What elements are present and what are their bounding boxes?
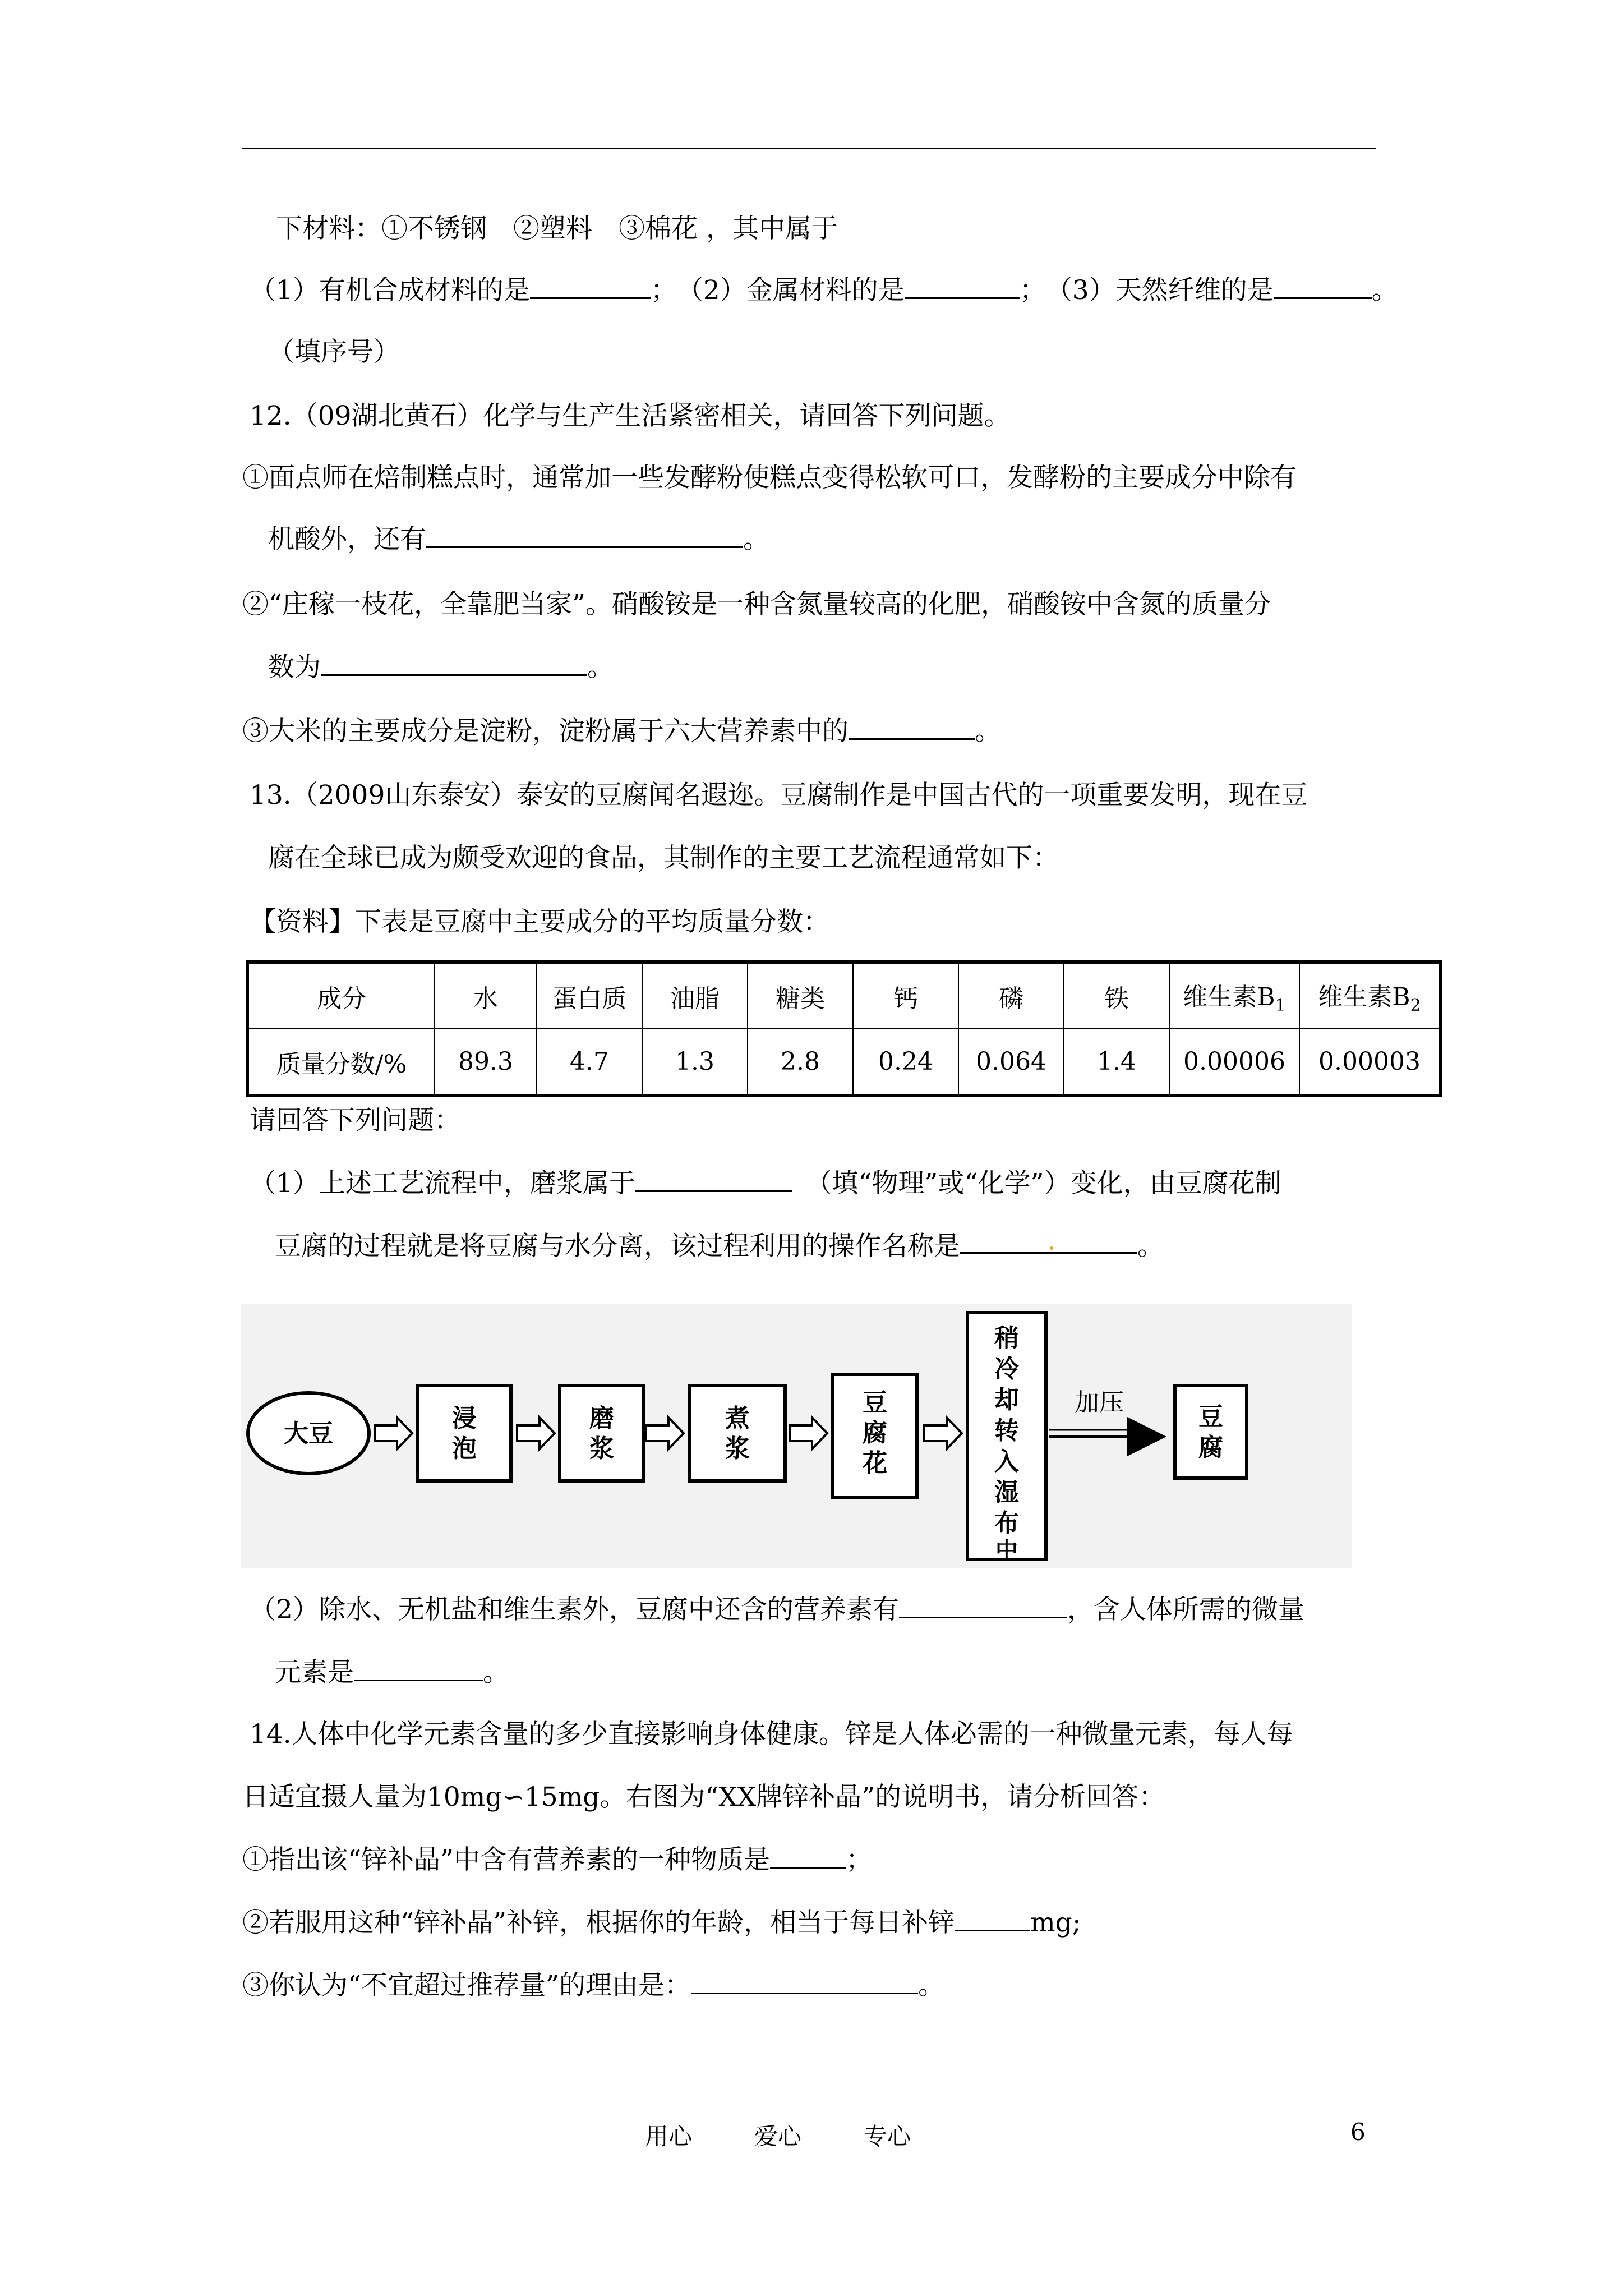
step-grind-box [560, 1386, 644, 1481]
table-header-cell: 铁 [1064, 962, 1169, 1029]
table-header-row [247, 962, 1441, 1029]
table-header-cell: 油脂 [642, 962, 748, 1029]
step-soak-box [418, 1386, 511, 1481]
q11-note: （填序号） [268, 337, 400, 367]
answer-blank-nutrients[interactable] [899, 1594, 1067, 1618]
svg-text:湿: 湿 [994, 1478, 1019, 1507]
answer-blank-zinc-mg[interactable] [955, 1907, 1030, 1931]
q12-s2-line1: ②“庄稼一枝花，全靠肥当家”。硝酸铵是一种含氮量较高的化肥，硝酸铵中含氮的质量分 [242, 589, 1271, 620]
end-tofu-box [1175, 1386, 1247, 1478]
table-cell: 1.3 [642, 1029, 748, 1096]
table-header-cell: 水 [435, 962, 537, 1029]
q13-material: 【资料】下表是豆腐中主要成分的平均质量分数： [250, 907, 829, 937]
answer-blank-nitrogen[interactable] [321, 652, 587, 676]
table-cell: 0.24 [853, 1029, 958, 1096]
table-header-cell: 蛋白质 [537, 962, 642, 1029]
footer-motto-1: 用心 [645, 2123, 693, 2150]
q13-p1-line1: （1）上述工艺流程中，磨浆属于 （填“物理”或“化学”）变化，由豆腐花制 [250, 1168, 1281, 1199]
table-header-cell: 磷 [958, 962, 1064, 1029]
press-arrow-label: 加压 [1075, 1388, 1124, 1417]
table-header-cell: 糖类 [748, 962, 853, 1029]
step-cool-label: 稍 [994, 1324, 1019, 1352]
answer-blank-organic[interactable] [530, 275, 651, 299]
end-tofu-label: 豆 [1198, 1402, 1223, 1431]
svg-text:泡: 泡 [452, 1434, 477, 1463]
answer-blank-reason[interactable] [691, 1970, 918, 1994]
table-row [247, 1029, 1441, 1096]
answer-blank-fiber[interactable] [1274, 275, 1372, 299]
step-curd-label: 豆 [863, 1388, 887, 1417]
answer-blank-nutrient[interactable] [849, 716, 975, 740]
svg-text:浆: 浆 [589, 1434, 614, 1463]
table-cell: 0.064 [958, 1029, 1064, 1096]
q14-s1: ①指出该“锌补晶”中含有营养素的一种物质是 ； [242, 1844, 873, 1875]
answer-blank-operation[interactable] [960, 1230, 1137, 1254]
answer-blank-trace-element[interactable] [354, 1657, 483, 1681]
table-cell: 4.7 [537, 1029, 642, 1096]
materials-line: 下材料：①不锈钢 ②塑料 ③棉花 ，其中属于 [276, 213, 838, 244]
table-cell: 2.8 [748, 1029, 853, 1096]
svg-text:腐: 腐 [1198, 1433, 1223, 1462]
q13-ask: 请回答下列问题： [250, 1105, 460, 1136]
header-rule [242, 148, 1376, 149]
svg-text:却: 却 [994, 1386, 1019, 1414]
q11-answer-line: （1）有机合成材料的是 ； （2）金属材料的是 ； （3）天然纤维的是 。 [250, 275, 1398, 306]
table-row-label: 质量分数/% [247, 1029, 435, 1096]
answer-blank-nutrient-substance[interactable] [770, 1844, 846, 1869]
start-node-label: 大豆 [284, 1419, 333, 1448]
q14-s3: ③你认为“不宜超过推荐量”的理由是： 。 [242, 1970, 945, 2001]
answer-blank-metal[interactable] [905, 275, 1020, 299]
table-header-cell: 成分 [247, 962, 435, 1029]
table-cell: 89.3 [435, 1029, 537, 1096]
table-cell: 1.4 [1064, 1029, 1169, 1096]
svg-text:花: 花 [863, 1449, 887, 1478]
tofu-process-flowchart [241, 1304, 1352, 1568]
q13-title-line2: 腐在全球已成为颇受欢迎的食品，其制作的主要工艺流程通常如下： [268, 843, 1059, 873]
q14-s2: ②若服用这种“锌补晶”补锌，根据你的年龄，相当于每日补锌 mg; [242, 1907, 1081, 1938]
q12-s2-line2: 数为 。 [268, 652, 614, 683]
footer-motto-3: 专心 [864, 2123, 911, 2150]
svg-text:转: 转 [994, 1416, 1019, 1445]
q14-line1: 14.人体中化学元素含量的多少直接影响身体健康。锌是人体必需的一种微量元素，每人每 [250, 1719, 1293, 1750]
svg-text:中: 中 [995, 1538, 1018, 1563]
q12-title: 12.（09湖北黄石）化学与生产生活紧密相关，请回答下列问题。 [250, 401, 1011, 431]
svg-text:浆: 浆 [725, 1434, 750, 1463]
page-number: 6 [1350, 2118, 1366, 2146]
q13-p1-line2: 豆腐的过程就是将豆腐与水分离，该过程利用的操作名称是 。 [275, 1231, 1164, 1262]
table-header-cell: 钙 [853, 962, 958, 1029]
step-boil-box [690, 1386, 785, 1481]
table-header-cell: 维生素$B_2$ [1299, 962, 1441, 1029]
q12-s1-line1: ①面点师在焙制糕点时，通常加一些发酵粉使糕点变得松软可口，发酵粉的主要成分中除有 [242, 462, 1297, 493]
q13-p2-line2: 元素是 。 [275, 1657, 509, 1688]
table-header-cell: 维生素$B_1$ [1169, 962, 1299, 1029]
composition-table [246, 960, 1442, 1097]
q14-line2: 日适宜摄人量为10mg∽15mg。右图为“XX牌锌补晶”的说明书，请分析回答： [242, 1782, 1165, 1812]
table-cell: 0.00003 [1299, 1029, 1441, 1096]
q13-title-line1: 13.（2009山东泰安）泰安的豆腐闻名遐迩。豆腐制作是中国古代的一项重要发明，现在豆 [250, 780, 1308, 811]
step-soak-label: 浸 [452, 1404, 477, 1433]
answer-blank-baking[interactable] [426, 524, 743, 548]
step-grind-label: 磨 [589, 1404, 614, 1433]
svg-text:布: 布 [994, 1509, 1019, 1538]
svg-text:腐: 腐 [863, 1419, 887, 1447]
step-boil-label: 煮 [725, 1404, 750, 1433]
answer-blank-change-type[interactable] [635, 1168, 792, 1192]
q13-p2-line1: （2）除水、无机盐和维生素外，豆腐中还含的营养素有 ，含人体所需的微量 [250, 1594, 1304, 1625]
q12-s1-line2: 机酸外，还有 。 [268, 524, 769, 555]
footer-motto-2: 爱心 [754, 2123, 802, 2150]
q12-s3: ③大米的主要成分是淀粉，淀粉属于六大营养素中的 。 [242, 716, 1001, 747]
table-cell: 0.00006 [1169, 1029, 1299, 1096]
svg-text:入: 入 [994, 1447, 1019, 1476]
svg-text:冷: 冷 [994, 1355, 1019, 1383]
